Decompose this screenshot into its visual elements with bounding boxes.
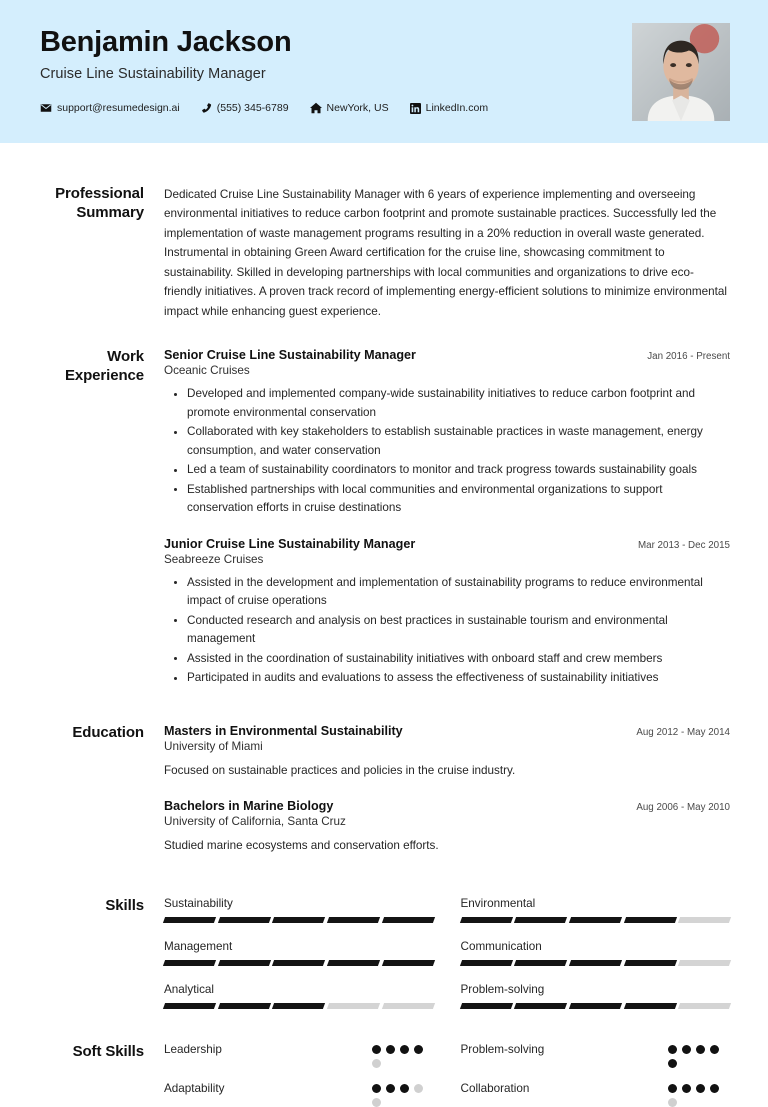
rating-dot [372,1045,381,1054]
list-item: Assisted in the development and implementation of sustainability programs to reduce environmental impact of cruise operations [187,574,730,611]
skill-name: Environmental [460,896,536,910]
education-entry-head [164,799,730,813]
soft-skill-grid [164,1043,730,1107]
education-entry-school: University of Miami [164,739,263,753]
skill-bar-segment [272,917,325,923]
rating-dot [400,1045,409,1054]
soft-skill-rating [372,1043,434,1068]
list-item: Assisted in the coordination of sustainability initiatives with onboard staff and crew members [187,650,730,668]
contact-linkedin-text: LinkedIn.com [425,102,489,115]
education-entries [164,724,730,856]
rating-dot [710,1084,719,1093]
skill-bar-segment [382,1003,435,1009]
rating-dot [696,1045,705,1054]
education-entry-description: Studied marine ecosystems and conservation efforts. [164,839,439,853]
summary-content [164,185,730,321]
skill-name: Sustainability [164,896,233,910]
section-label-summary: Professional Summary [55,185,144,221]
section-work-experience [40,321,730,688]
avatar [632,23,730,121]
soft-skill-item [164,1082,434,1107]
skill-bar-segment [382,917,435,923]
rating-dot [386,1045,395,1054]
skill-bar-segment [678,1003,731,1009]
skill-item [461,983,731,1009]
rating-dot [400,1084,409,1093]
section-label-education: Education [72,723,144,741]
skill-bar-segment [514,917,567,923]
work-entry-company: Seabreeze Cruises [164,552,264,566]
work-entry-title: Senior Cruise Line Sustainability Manager [164,348,416,363]
work-entry-bullets [164,574,730,688]
skill-bar-segment [327,917,380,923]
rating-dot [710,1045,719,1054]
linkedin-icon [410,103,421,114]
rating-dot [386,1084,395,1093]
education-entry-school: University of California, Santa Cruz [164,815,346,829]
rating-dot [372,1098,381,1107]
work-entry [164,537,730,688]
rating-dot [372,1084,381,1093]
contact-linkedin[interactable] [410,102,488,114]
soft-skill-name: Collaboration [460,1081,530,1095]
work-entry-date: Jan 2016 - Present [647,351,730,363]
skill-bar-segment [624,1003,677,1009]
envelope-icon [40,102,52,114]
list-item: Collaborated with key stakeholders to establish sustainable practices in waste management, energy consumption, and water conservation [187,423,730,460]
skill-level-bar [461,1003,731,1009]
skill-bar-segment [514,1003,567,1009]
skill-item [164,940,434,966]
skill-bar-segment [272,1003,325,1009]
skill-bar-segment [678,960,731,966]
skill-bar-segment [459,917,512,923]
section-education [40,689,730,856]
skill-bar-segment [569,1003,622,1009]
soft-skill-item [461,1043,731,1068]
education-entry-description: Focused on sustainable practices and policies in the cruise industry. [164,763,516,777]
resume-header [0,0,768,143]
education-entry-title: Bachelors in Marine Biology [164,799,334,814]
resume-body [0,143,768,1107]
skill-item [164,897,434,923]
list-item: Participated in audits and evaluations to assess the effectiveness of sustainability initiatives [187,669,730,687]
soft-skill-name: Leadership [164,1042,222,1056]
soft-skill-item [461,1082,731,1107]
work-entry-bullets [164,385,730,517]
work-entry [164,348,730,517]
section-label-work: Work Experience [64,348,144,385]
skill-bar-segment [569,917,622,923]
contact-email[interactable] [40,102,180,114]
education-entry-date: Aug 2006 - May 2010 [636,802,730,814]
work-entries [164,348,730,688]
skill-name: Problem-solving [460,982,545,996]
summary-text: Dedicated Cruise Line Sustainability Manager with 6 years of experience implementing and overseeing environmental initiatives to reduce carbon footprint and promote sustainable practices. Successfully led the implementation of waste management programs resulting in a 20% reduction in overall waste generated. Instrumental in obtaining Green Award certification for the cruise line, showcasing commitment to sustainability. Skilled in developing partnerships with local communities and organizations to drive eco-friendly initiatives. A proven track record of implementing energy-efficient solutions to minimize environmental impact while enhancing guest experience. [164,188,727,318]
education-entry-head [164,724,730,738]
contact-list [40,102,488,114]
skill-bar-segment [218,960,271,966]
section-skills [40,856,730,1009]
list-item: Led a team of sustainability coordinators to monitor and track progress towards sustainability goals [187,461,730,479]
avatar-photo [632,23,730,121]
skill-bar-segment [163,917,216,923]
work-entry-head [164,348,730,362]
list-item: Established partnerships with local communities and environmental organizations to support conservation efforts in cruise destinations [187,481,730,518]
rating-dot [668,1059,677,1068]
rating-dot [414,1084,423,1093]
skill-grid [164,897,730,1009]
rating-dot [414,1045,423,1054]
skill-bar-segment [382,960,435,966]
skill-bar-segment [459,960,512,966]
list-item: Conducted research and analysis on best practices in sustainable tourism and environmental management [187,612,730,649]
skill-bar-segment [678,917,731,923]
section-label-skills: Skills [105,896,144,914]
skill-bar-segment [272,960,325,966]
soft-skill-item [164,1043,434,1068]
skill-bar-segment [327,1003,380,1009]
rating-dot [682,1084,691,1093]
skill-level-bar [164,960,434,966]
skill-bar-segment [514,960,567,966]
job-title: Cruise Line Sustainability Manager [40,66,266,83]
skill-item [461,940,731,966]
skill-bar-segment [569,960,622,966]
contact-email-text: support@resumedesign.ai [57,102,180,115]
skill-bar-segment [163,960,216,966]
skill-bar-segment [218,1003,271,1009]
contact-phone[interactable] [201,102,289,114]
skill-item [164,983,434,1009]
skill-name: Communication [460,939,542,953]
skill-level-bar [164,917,434,923]
rating-dot [696,1084,705,1093]
rating-dot [372,1059,381,1068]
education-entry-title: Masters in Environmental Sustainability [164,723,403,738]
list-item: Developed and implemented company-wide sustainability initiatives to reduce carbon footprint and promote environmental conservation [187,385,730,422]
home-icon [310,102,322,114]
soft-skill-name: Adaptability [164,1081,225,1095]
contact-location[interactable] [310,102,389,114]
section-soft-skills [40,1009,730,1107]
skill-bar-segment [327,960,380,966]
education-entry [164,799,730,855]
section-label-soft-skills: Soft Skills [72,1042,144,1060]
skill-bar-segment [459,1003,512,1009]
rating-dot [668,1084,677,1093]
skill-bar-segment [624,960,677,966]
rating-dot [668,1098,677,1107]
work-entry-title: Junior Cruise Line Sustainability Manager [164,536,416,551]
skill-level-bar [461,917,731,923]
page-title: Benjamin Jackson [40,26,292,58]
soft-skill-name: Problem-solving [460,1042,545,1056]
education-entry-date: Aug 2012 - May 2014 [636,726,730,738]
phone-icon [201,102,212,114]
soft-skill-rating [372,1082,434,1107]
contact-location-text: NewYork, US [326,102,389,115]
soft-skill-rating [668,1082,730,1107]
skill-bar-segment [218,917,271,923]
skill-level-bar [461,960,731,966]
work-entry-company: Oceanic Cruises [164,364,250,378]
skill-bar-segment [624,917,677,923]
education-entry [164,724,730,780]
section-professional-summary [40,143,730,321]
header-identity [40,22,488,114]
skill-bar-segment [163,1003,216,1009]
skill-name: Management [164,939,233,953]
skill-level-bar [164,1003,434,1009]
rating-dot [682,1045,691,1054]
contact-phone-text: (555) 345-6789 [216,102,289,115]
work-entry-date: Mar 2013 - Dec 2015 [637,539,730,551]
soft-skill-rating [668,1043,730,1068]
work-entry-head [164,537,730,551]
skill-name: Analytical [164,982,215,996]
skill-item [461,897,731,923]
rating-dot [668,1045,677,1054]
